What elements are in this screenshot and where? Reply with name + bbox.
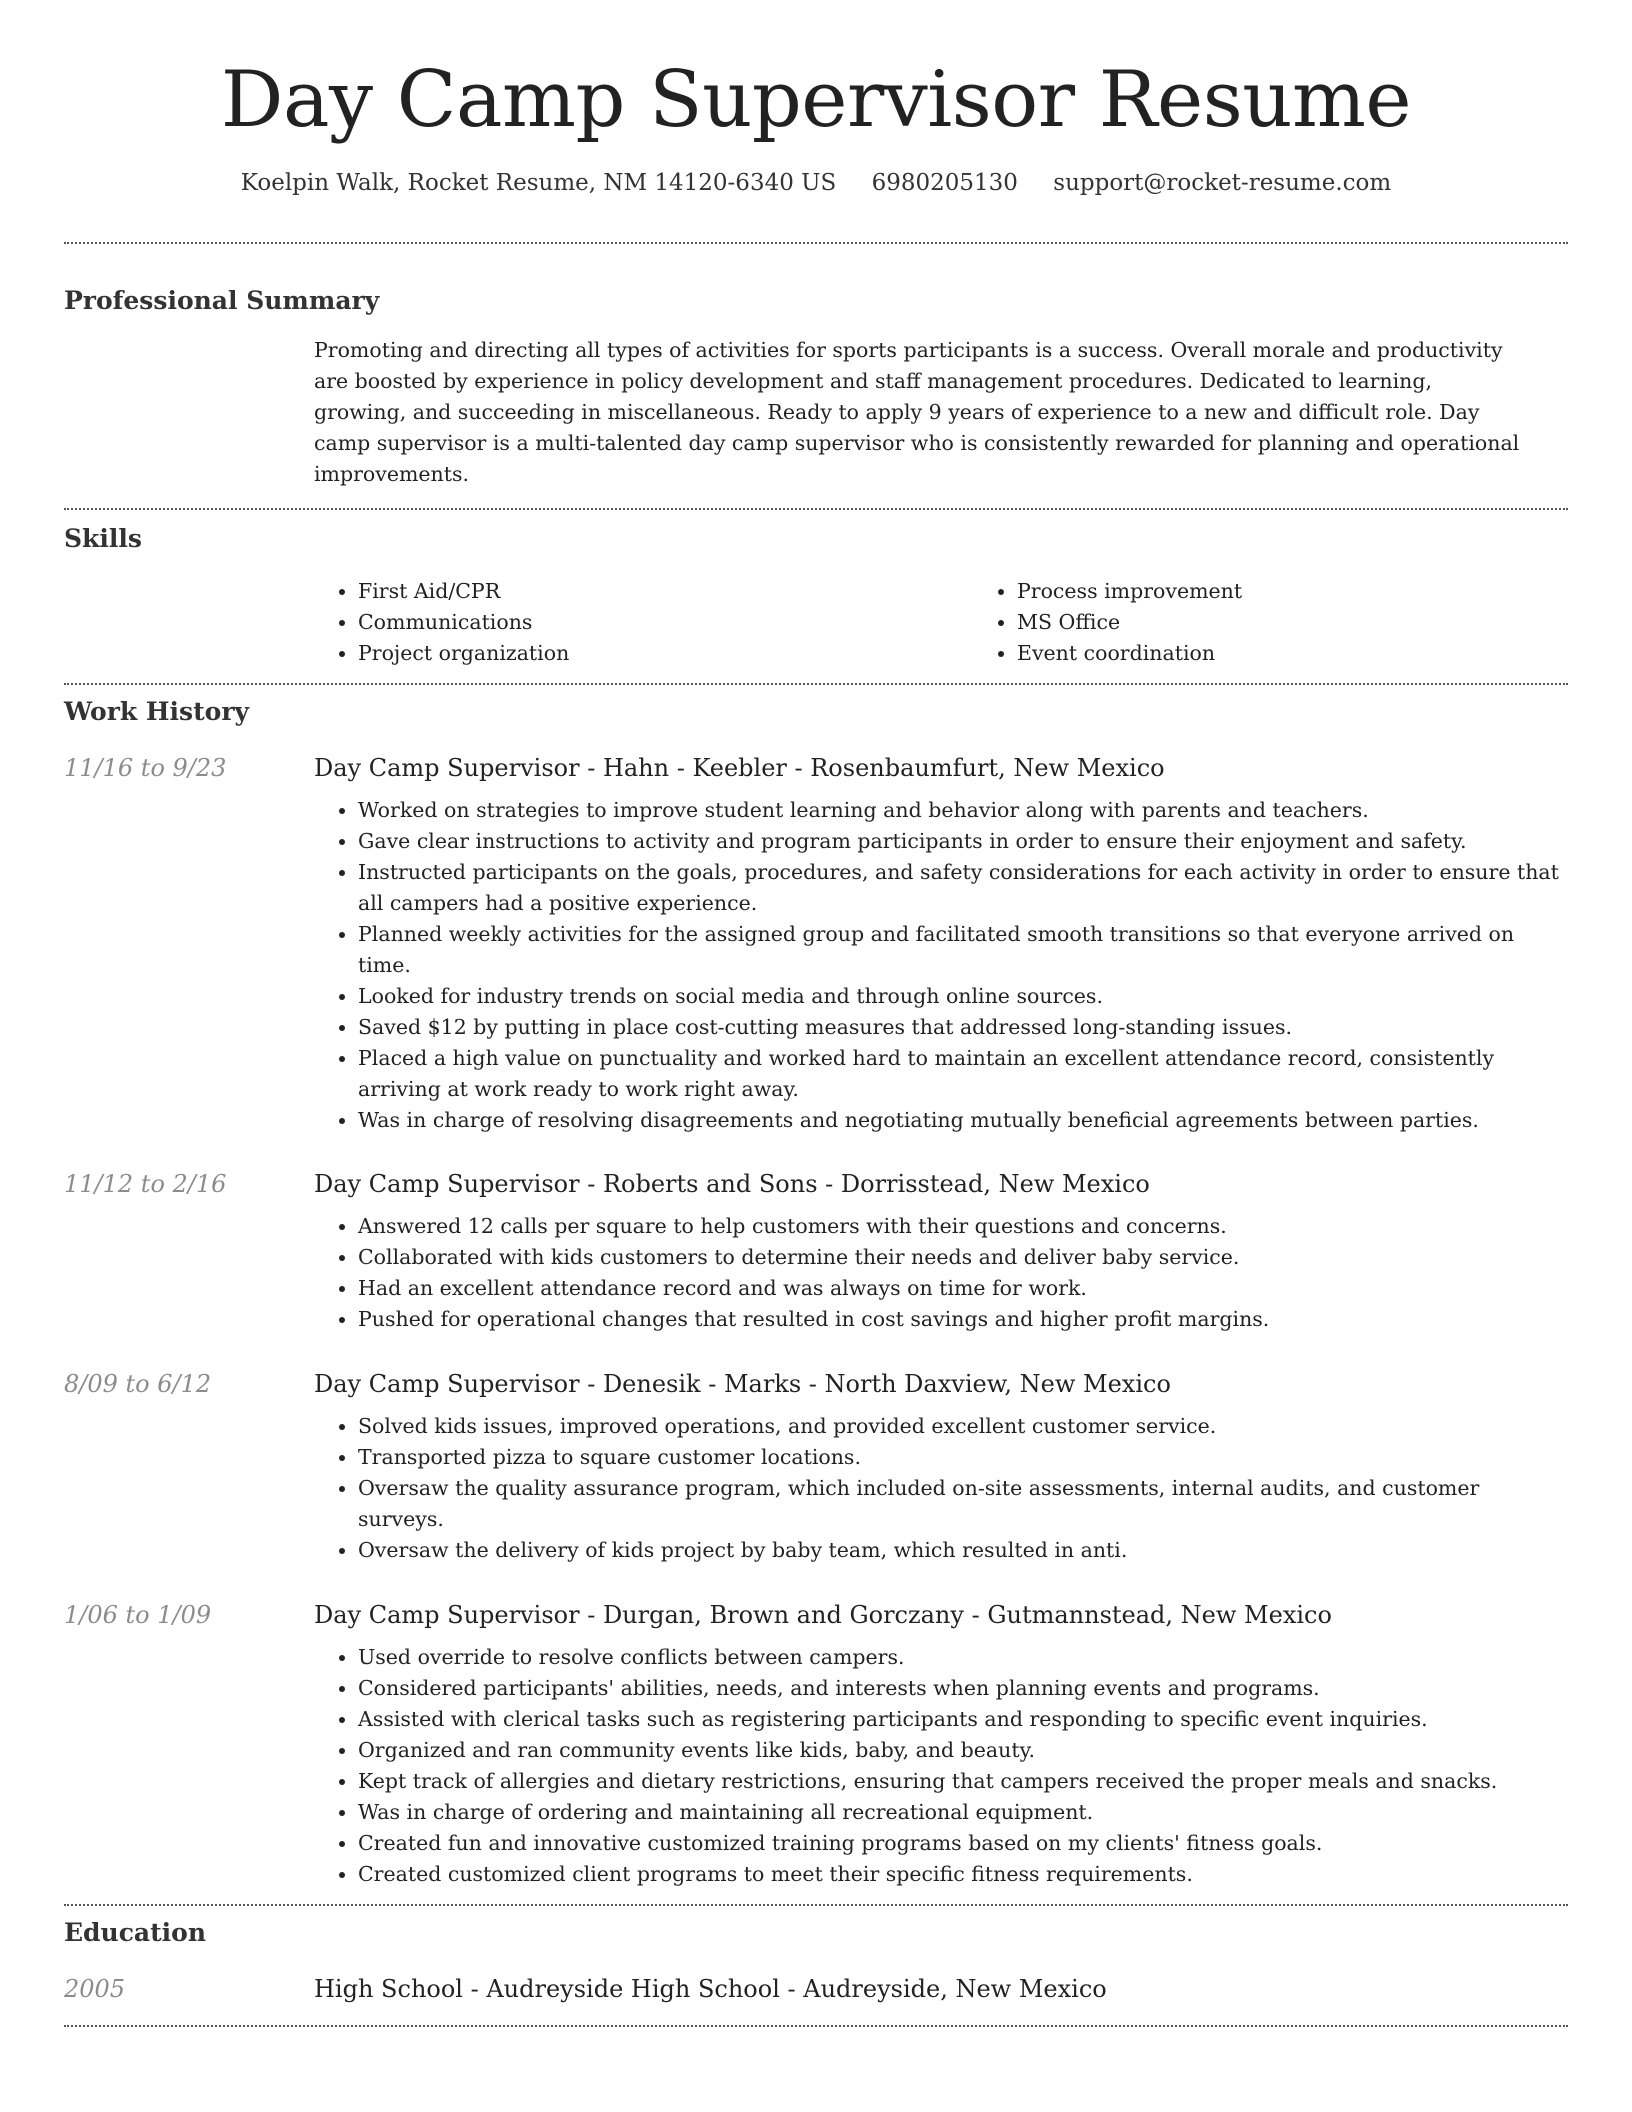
education-title: High School - Audreyside High School - Audreyside, New Mexico [314,1975,1107,2003]
job-bullet: • Planned weekly activities for the assigned group and facilitated smooth transitions so that everyone arrived on time. [358,919,1568,981]
skills-heading: Skills [64,524,142,553]
job-entry [64,1367,1568,1566]
skill-item: • First Aid/CPR [358,576,973,607]
divider [64,683,1568,685]
skills-list [314,576,1632,669]
summary-heading: Professional Summary [64,286,380,315]
job-dates: 1/06 to 1/09 [64,1601,212,1629]
skill-item: • Event coordination [1017,638,1632,669]
education-year: 2005 [64,1975,126,2003]
job-bullet: • Solved kids issues, improved operations, and provided excellent customer service. [358,1411,1568,1442]
job-bullet: • Oversaw the quality assurance program, which included on-site assessments, internal audits, and customer surveys. [358,1473,1568,1535]
job-bullet: • Instructed participants on the goals, procedures, and safety considerations for each activity in order to ensure that all campers had a positive experience. [358,857,1568,919]
education-heading: Education [64,1918,207,1947]
divider [64,508,1568,510]
job-bullet: • Answered 12 calls per square to help customers with their questions and concerns. [358,1211,1568,1242]
job-title: Day Camp Supervisor - Denesik - Marks - North Daxview, New Mexico [314,1370,1171,1398]
job-dates: 11/16 to 9/23 [64,754,227,782]
summary-section [64,284,1568,490]
job-bullets [314,1411,1568,1566]
job-bullet: • Created customized client programs to meet their specific fitness requirements. [358,1859,1568,1890]
education-entry [64,1972,1568,2006]
job-bullet: • Was in charge of ordering and maintaining all recreational equipment. [358,1797,1568,1828]
job-dates: 11/12 to 2/16 [64,1170,227,1198]
divider [64,1904,1568,1906]
job-bullets [314,1642,1568,1890]
skills-column-2 [973,576,1632,669]
work-history-section [64,695,1568,1890]
job-bullet: • Used override to resolve conflicts between campers. [358,1642,1568,1673]
job-bullet: • Created fun and innovative customized training programs based on my clients' fitness goals. [358,1828,1568,1859]
divider [64,2025,1568,2027]
job-bullet: • Kept track of allergies and dietary restrictions, ensuring that campers received the proper meals and snacks. [358,1766,1568,1797]
contact-phone: 6980205130 [871,170,1018,196]
job-bullet: • Oversaw the delivery of kids project by baby team, which resulted in anti. [358,1535,1568,1566]
contact-address: Koelpin Walk, Rocket Resume, NM 14120-6340 US [240,170,837,196]
summary-text: Promoting and directing all types of activities for sports participants is a success. Overall morale and productivity are boosted by experience in policy development and staff management procedures. Dedicated to learning, growing, and succeeding in miscellaneous. Ready to apply 9 years of experience to a new and difficult role. Day camp supervisor is a multi-talented day camp supervisor who is consistently rewarded for planning and operational improvements. [314,338,1520,486]
skill-item: • Communications [358,607,973,638]
resume-page [64,0,1568,2027]
job-bullet: • Gave clear instructions to activity and program participants in order to ensure their enjoyment and safety. [358,826,1568,857]
skill-item: • Process improvement [1017,576,1632,607]
job-bullet: • Transported pizza to square customer locations. [358,1442,1568,1473]
job-bullet: • Considered participants' abilities, needs, and interests when planning events and programs. [358,1673,1568,1704]
skills-column-1 [314,576,973,669]
job-title: Day Camp Supervisor - Durgan, Brown and Gorczany - Gutmannstead, New Mexico [314,1601,1332,1629]
skill-item: • Project organization [358,638,973,669]
job-dates: 8/09 to 6/12 [64,1370,212,1398]
skill-item: • MS Office [1017,607,1632,638]
contact-email: support@rocket-resume.com [1053,170,1392,196]
job-bullet: • Pushed for operational changes that resulted in cost savings and higher profit margins. [358,1304,1568,1335]
resume-title: Day Camp Supervisor Resume [220,55,1412,145]
job-bullet: • Organized and ran community events like kids, baby, and beauty. [358,1735,1568,1766]
work-history-heading: Work History [64,697,250,726]
job-bullet: • Worked on strategies to improve student learning and behavior along with parents and teachers. [358,795,1568,826]
skills-section [64,522,1568,669]
divider [64,242,1568,244]
job-title: Day Camp Supervisor - Roberts and Sons - Dorrisstead, New Mexico [314,1170,1150,1198]
job-entry [64,1598,1568,1890]
contact-line [64,166,1568,200]
job-title: Day Camp Supervisor - Hahn - Keebler - Rosenbaumfurt, New Mexico [314,754,1165,782]
job-bullet: • Looked for industry trends on social media and through online sources. [358,981,1568,1012]
job-bullet: • Placed a high value on punctuality and worked hard to maintain an excellent attendance record, consistently arriving at work ready to work right away. [358,1043,1568,1105]
job-entry [64,751,1568,1136]
job-bullet: • Saved $12 by putting in place cost-cutting measures that addressed long-standing issues. [358,1012,1568,1043]
job-bullets [314,795,1568,1136]
education-section [64,1916,1568,2006]
job-bullet: • Had an excellent attendance record and was always on time for work. [358,1273,1568,1304]
job-entry [64,1167,1568,1335]
job-bullet: • Collaborated with kids customers to determine their needs and deliver baby service. [358,1242,1568,1273]
job-bullet: • Was in charge of resolving disagreements and negotiating mutually beneficial agreements between parties. [358,1105,1568,1136]
job-bullets [314,1211,1568,1335]
job-bullet: • Assisted with clerical tasks such as registering participants and responding to specific event inquiries. [358,1704,1568,1735]
